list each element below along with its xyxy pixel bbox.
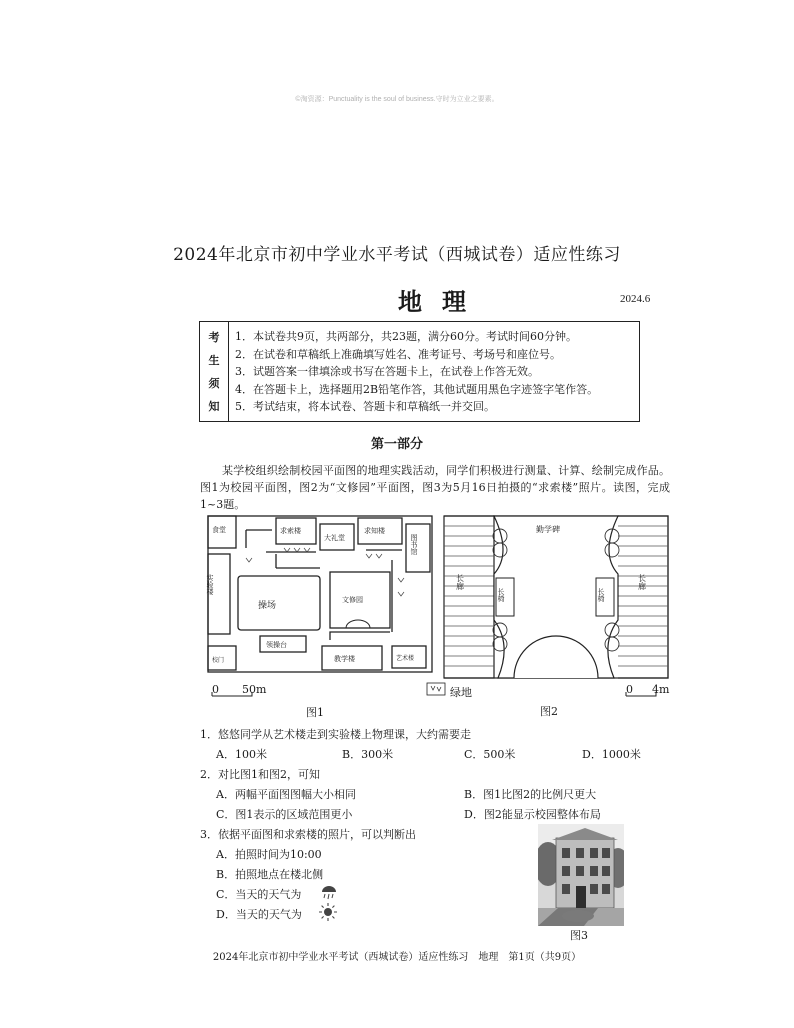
scale-zero: 0 (212, 683, 219, 696)
map-label-bench-left: 长椅 (497, 588, 505, 602)
intro-paragraph: 某学校组织绘制校园平面图的地理实践活动，同学们积极进行测量、计算、绘制完成作品。图1为校园平面图，图2为“文修园”平面图，图3为5月16日拍摄的“求索楼”照片。读图，完成1~3题。 (200, 464, 670, 511)
label-char: 考 (208, 331, 220, 345)
q1-option-d: D．1000米 (582, 748, 641, 761)
map-label-wenxiu: 文修园 (342, 596, 363, 604)
figure-1-campus-map (206, 514, 436, 676)
map-label-corridor-right: 长廊 (637, 574, 647, 590)
q2-option-a: A．两幅平面图图幅大小相同 (216, 788, 356, 801)
figure-3-caption: 图3 (570, 929, 588, 942)
instruction-item: 2．在试卷和草稿纸上准确填写姓名、准考证号、考场号和座位号。 (235, 347, 561, 361)
instruction-item: 5．考试结束，将本试卷、答题卡和草稿纸一并交回。 (235, 400, 495, 414)
scale-value: 50m (242, 683, 267, 696)
q2-option-d: D．图2能显示校园整体布局 (464, 808, 601, 821)
label-char: 须 (208, 376, 220, 390)
subject-title: 地理 (398, 288, 486, 316)
instructions-label (200, 322, 229, 421)
page-footer: 2024年北京市初中学业水平考试（西城试卷）适应性练习 地理 第1页（共9页） (212, 952, 582, 963)
sunny-icon (318, 902, 338, 922)
instructions-list (235, 328, 598, 416)
label-char: 生 (208, 354, 220, 368)
instruction-item: 1．本试卷共9页，共两部分，共23题，满分60分。考试时间60分钟。 (235, 330, 577, 343)
instruction-item: 3．试题答案一律填涂或书写在答题卡上，在试卷上作答无效。 (235, 365, 539, 379)
q3-option-d: D．当天的天气为 (216, 908, 302, 921)
label-char: 知 (208, 399, 220, 413)
figure-3-building-photo (538, 824, 624, 926)
map-label-lab: 实验楼 (206, 574, 214, 595)
map-label-stage: 领操台 (266, 641, 287, 649)
legend-label: 绿地 (450, 686, 472, 699)
figure-1-caption: 图1 (306, 706, 324, 719)
map-label-art: 艺术楼 (396, 655, 415, 662)
question-1: 1．悠悠同学从艺术楼走到实验楼上物理课，大约需要走 (200, 728, 471, 741)
figure-2-garden-map (442, 514, 670, 680)
q3-option-b: B．拍照地点在楼北侧 (216, 868, 324, 881)
instruction-item: 4．在答题卡上，选择题用2B铅笔作答，其他试题用黑色字迹签字笔作答。 (235, 382, 599, 396)
question-2: 2．对比图1和图2，可知 (200, 768, 320, 781)
green-space-legend-icon (426, 682, 446, 696)
figure-2-caption: 图2 (540, 705, 558, 718)
map-label-dining: 食堂 (212, 526, 226, 534)
q1-option-b: B．300米 (342, 748, 394, 761)
scale-zero: 0 (626, 683, 633, 696)
rain-icon (320, 884, 338, 900)
q1-option-c: C．500米 (464, 748, 516, 761)
q2-option-c: C．图1表示的区域范围更小 (216, 808, 353, 821)
map-label-library: 图书馆 (410, 534, 418, 555)
map-label-qiusuo: 求索楼 (280, 527, 301, 535)
map-label-stele: 勤学碑 (536, 525, 560, 534)
map-label-corridor-left: 长廊 (455, 574, 465, 590)
q3-option-c: C．当天的天气为 (216, 888, 302, 901)
part-title: 第一部分 (370, 437, 423, 452)
map-label-qiuzhi: 求知楼 (364, 527, 385, 535)
map-label-gate: 校门 (212, 657, 225, 664)
exam-date: 2024.6 (620, 293, 651, 305)
q2-option-b: B．图1比图2的比例尺更大 (464, 788, 597, 801)
q3-option-a: A．拍照时间为10:00 (216, 848, 322, 861)
exam-title: 2024年北京市初中学业水平考试（西城试卷）适应性练习 (173, 245, 621, 265)
map-label-jiaoxue: 教学楼 (334, 655, 355, 663)
map-label-dali: 大礼堂 (324, 534, 345, 542)
q1-option-a: A．100米 (216, 748, 267, 761)
question-3: 3．依据平面图和求索楼的照片，可以判断出 (200, 828, 416, 841)
scale-value: 4m (652, 683, 670, 696)
watermark: ©淘资源：Punctuality is the soul of business.守时为立业之要素。 (295, 96, 499, 103)
map-label-playground: 操场 (258, 601, 277, 611)
map-label-bench-right: 长椅 (597, 588, 605, 602)
instructions-box (199, 321, 640, 422)
